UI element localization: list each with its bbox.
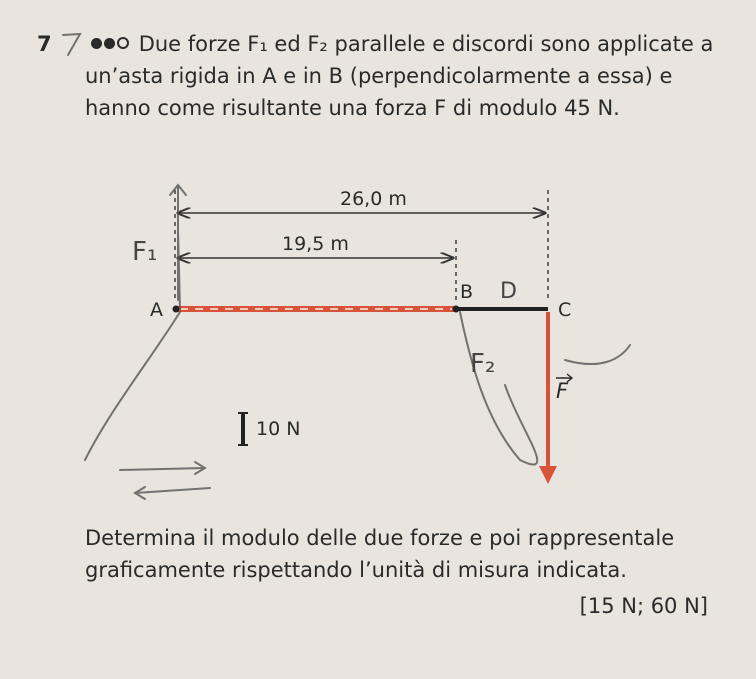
pencil-f2-loop	[460, 312, 537, 465]
rigid-rod-orange	[175, 306, 456, 312]
scale-label: 10 N	[256, 418, 301, 440]
difficulty-dot-filled	[104, 38, 115, 49]
question-text: Determina il modulo delle due forze e poi rappresentale graficamente rispettando l’unità di misura indicata.	[85, 526, 675, 582]
point-b-marker	[453, 306, 460, 313]
difficulty-dot-filled	[91, 38, 102, 49]
answer-text: [15 N; 60 N]	[579, 594, 708, 618]
exercise-number: 7	[37, 32, 52, 56]
dimension-partial-label: 19,5 m	[282, 233, 349, 255]
difficulty-dot-empty	[117, 37, 129, 49]
handwritten-f2: F₂	[470, 349, 496, 379]
pencil-right-arrow	[120, 462, 205, 474]
pencil-f1-up-arrow	[170, 185, 186, 300]
difficulty-indicator	[91, 32, 139, 56]
pencil-f1-line	[178, 230, 180, 310]
problem-statement	[37, 28, 715, 124]
resultant-force-arrowhead	[539, 466, 557, 484]
point-c-label: C	[558, 299, 572, 321]
force-label: F	[556, 379, 569, 403]
handwritten-d: D	[500, 279, 517, 304]
problem-text: Due forze F₁ ed F₂ parallele e discordi sono applicate a un’asta rigida in A e in B (perpendicolarmente a essa) e hanno come risultante una forza F di modulo 45 N.	[85, 32, 714, 120]
pencil-curl-right	[565, 345, 630, 364]
pencil-number-7	[63, 34, 80, 55]
pencil-diagonal-stroke	[85, 312, 180, 460]
pencil-left-arrow	[135, 487, 210, 499]
dimension-total-label: 26,0 m	[340, 188, 407, 210]
point-b-label: B	[460, 281, 474, 303]
point-a-marker	[173, 306, 180, 313]
point-a-label: A	[150, 299, 163, 321]
handwritten-f1: F₁	[132, 237, 158, 267]
vector-arrow-icon	[556, 374, 572, 382]
